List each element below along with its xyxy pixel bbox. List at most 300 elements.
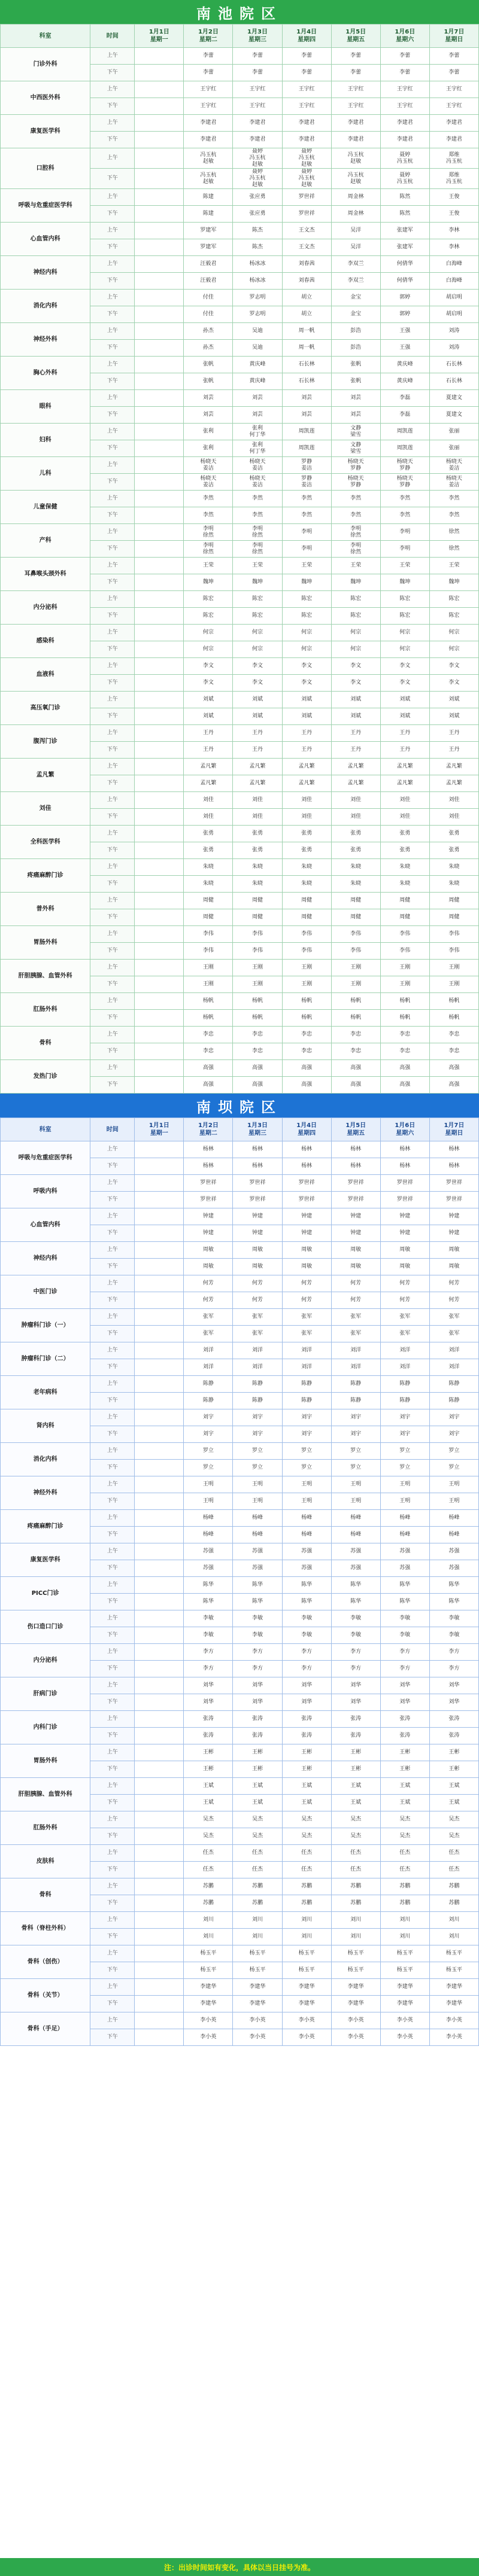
doctor-cell: 李蕾 — [331, 48, 380, 65]
doctor-cell: 李建君 — [184, 132, 233, 148]
doctor-cell: 张勇 — [184, 842, 233, 859]
doctor-cell: 刘川 — [184, 1929, 233, 1945]
doctor-cell: 任杰 — [184, 1845, 233, 1862]
doctor-cell: 李文 — [282, 675, 331, 692]
doctor-cell: 李建华 — [184, 1979, 233, 1996]
doctor-cell: 王宇红 — [184, 81, 233, 98]
doctor-cell: 王斌 — [282, 1778, 331, 1795]
doctor-cell: 李方 — [184, 1644, 233, 1661]
doctor-cell: 李敏 — [380, 1627, 429, 1644]
table-row — [1, 1242, 479, 1259]
doctor-cell: 苏强 — [184, 1560, 233, 1577]
doctor-cell: 王斌 — [282, 1795, 331, 1811]
doctor-cell: 任杰 — [282, 1845, 331, 1862]
doctor-cell — [135, 1945, 184, 1962]
doctor-cell: 罗世祥 — [233, 1192, 282, 1208]
doctor-cell: 苏强 — [380, 1543, 429, 1560]
doctor-cell: 李忠 — [233, 1043, 282, 1060]
doctor-cell: 李伟 — [380, 943, 429, 960]
doctor-cell — [135, 373, 184, 390]
time-slot: 上午 — [90, 1543, 135, 1560]
doctor-cell: 杨峰 — [380, 1527, 429, 1543]
doctor-cell: 杨林 — [429, 1141, 478, 1158]
doctor-cell: 李建君 — [233, 132, 282, 148]
doctor-cell: 刘佳 — [184, 792, 233, 809]
doctor-cell: 刘洋 — [282, 1342, 331, 1359]
table-row — [1, 1778, 479, 1795]
doctor-cell: 王刚 — [233, 960, 282, 976]
doctor-cell: 孟凡繁 — [184, 775, 233, 792]
doctor-cell: 刘宇 — [184, 1426, 233, 1443]
doctor-cell: 李蕾 — [184, 48, 233, 65]
doctor-cell — [135, 708, 184, 725]
doctor-cell: 刘华 — [282, 1694, 331, 1711]
department-name: 内分泌科 — [1, 1644, 90, 1677]
doctor-cell: 朱晓 — [380, 876, 429, 893]
time-slot: 上午 — [90, 658, 135, 675]
doctor-cell: 苏鹏 — [233, 1878, 282, 1895]
table-row — [1, 1510, 479, 1527]
doctor-cell: 张军 — [282, 1326, 331, 1342]
doctor-cell: 刘斌 — [380, 708, 429, 725]
doctor-cell: 周敏 — [282, 1259, 331, 1275]
doctor-cell: 苏强 — [233, 1560, 282, 1577]
time-slot: 上午 — [90, 759, 135, 775]
time-slot: 下午 — [90, 976, 135, 993]
doctor-cell: 孟凡繁 — [233, 775, 282, 792]
doctor-cell: 周敏 — [184, 1242, 233, 1259]
time-slot: 下午 — [90, 206, 135, 223]
doctor-cell: 周一帆 — [282, 340, 331, 357]
doctor-cell: 王明 — [380, 1493, 429, 1510]
doctor-cell: 罗世祥 — [380, 1175, 429, 1192]
department-name: 疼痛麻醉门诊 — [1, 859, 90, 893]
doctor-cell: 白海峰 — [429, 273, 478, 290]
doctor-cell: 周敏 — [331, 1259, 380, 1275]
doctor-cell: 刘佳 — [282, 809, 331, 826]
doctor-cell: 杨林 — [380, 1141, 429, 1158]
doctor-cell: 张帆 — [331, 357, 380, 373]
table-row — [1, 591, 479, 608]
doctor-cell: 刘宇 — [282, 1426, 331, 1443]
doctor-cell: 李然 — [184, 491, 233, 507]
doctor-cell: 张军 — [380, 1326, 429, 1342]
time-slot: 下午 — [90, 1828, 135, 1845]
doctor-cell — [135, 340, 184, 357]
doctor-cell: 李忠 — [282, 1027, 331, 1043]
doctor-cell: 杨帆 — [184, 1010, 233, 1027]
doctor-cell: 王斌 — [331, 1795, 380, 1811]
doctor-cell: 夏建文 — [429, 390, 478, 407]
doctor-cell: 任杰 — [282, 1862, 331, 1878]
doctor-cell: 钟建 — [429, 1225, 478, 1242]
doctor-cell: 李建君 — [380, 132, 429, 148]
doctor-cell: 刘宇 — [429, 1426, 478, 1443]
doctor-cell — [135, 1376, 184, 1393]
doctor-cell: 李小英 — [233, 2012, 282, 2029]
time-slot: 下午 — [90, 1895, 135, 1912]
doctor-cell: 陈宏 — [282, 608, 331, 625]
table-row — [1, 1845, 479, 1862]
table-row — [1, 1376, 479, 1393]
time-slot: 下午 — [90, 675, 135, 692]
time-slot: 下午 — [90, 1761, 135, 1778]
doctor-cell: 李忠 — [331, 1027, 380, 1043]
doctor-cell — [135, 148, 184, 169]
doctor-cell: 苏鹏 — [233, 1895, 282, 1912]
table-row — [1, 1342, 479, 1359]
doctor-cell: 罗立 — [233, 1443, 282, 1460]
doctor-cell: 杨玉平 — [380, 1962, 429, 1979]
doctor-cell: 王文杰 — [282, 239, 331, 256]
department-name: 呼吸与危重症医学科 — [1, 1141, 90, 1175]
time-slot: 下午 — [90, 340, 135, 357]
doctor-cell: 彭浩 — [331, 340, 380, 357]
doctor-cell: 张帆 — [331, 373, 380, 390]
doctor-cell: 李建华 — [380, 1979, 429, 1996]
doctor-cell: 刘川 — [184, 1912, 233, 1929]
doctor-cell — [135, 1577, 184, 1594]
doctor-cell: 罗立 — [331, 1443, 380, 1460]
doctor-cell: 孟凡繁 — [380, 775, 429, 792]
doctor-cell — [135, 1711, 184, 1728]
doctor-cell: 何宗 — [282, 625, 331, 641]
department-name: 门诊外科 — [1, 48, 90, 81]
doctor-cell: 李忠 — [429, 1043, 478, 1060]
department-name: 胃肠外科 — [1, 1744, 90, 1778]
doctor-cell: 孟凡繁 — [233, 759, 282, 775]
doctor-cell: 王丹 — [282, 742, 331, 759]
doctor-cell: 陈华 — [331, 1577, 380, 1594]
doctor-cell: 朱晓 — [429, 876, 478, 893]
doctor-cell: 孟凡繁 — [429, 775, 478, 792]
header-day — [331, 1118, 380, 1141]
doctor-cell: 钟建 — [233, 1208, 282, 1225]
doctor-cell: 刘芸 — [331, 390, 380, 407]
doctor-cell: 付佳 — [184, 290, 233, 306]
day-weekday: 星期六 — [396, 36, 414, 43]
header-day — [184, 1118, 233, 1141]
doctor-cell: 王刚 — [429, 960, 478, 976]
doctor-cell: 李明 徐然 — [184, 524, 233, 541]
doctor-cell: 刘斌 — [233, 692, 282, 708]
doctor-cell: 李蕾 — [282, 65, 331, 81]
doctor-cell — [135, 591, 184, 608]
doctor-cell: 何芳 — [184, 1275, 233, 1292]
doctor-cell: 王明 — [184, 1476, 233, 1493]
doctor-cell: 李磊 — [380, 407, 429, 424]
doctor-cell — [135, 239, 184, 256]
department-name: 肝胆胰腺、血管外科 — [1, 960, 90, 993]
doctor-cell: 李忠 — [380, 1043, 429, 1060]
doctor-cell: 刘洋 — [429, 1342, 478, 1359]
doctor-cell: 刘洋 — [331, 1342, 380, 1359]
doctor-cell: 杨帆 — [184, 993, 233, 1010]
doctor-cell: 李明 — [282, 541, 331, 558]
doctor-cell: 何宗 — [331, 641, 380, 658]
doctor-cell: 汪毅君 — [184, 273, 233, 290]
doctor-cell: 刘佳 — [429, 792, 478, 809]
doctor-cell — [135, 474, 184, 491]
doctor-cell: 孟凡繁 — [331, 759, 380, 775]
doctor-cell: 吴杰 — [380, 1828, 429, 1845]
section-title: 南坝院区 — [0, 1094, 479, 1118]
doctor-cell: 刘斌 — [282, 708, 331, 725]
time-slot: 下午 — [90, 132, 135, 148]
doctor-cell: 周健 — [184, 893, 233, 909]
doctor-cell — [135, 1359, 184, 1376]
doctor-cell: 王斌 — [380, 1795, 429, 1811]
time-slot: 下午 — [90, 574, 135, 591]
doctor-cell: 刘佳 — [282, 792, 331, 809]
day-weekday: 星期六 — [396, 1130, 414, 1137]
doctor-cell: 陈宏 — [380, 608, 429, 625]
doctor-cell: 苏强 — [233, 1543, 282, 1560]
table-row — [1, 524, 479, 541]
doctor-cell: 罗立 — [282, 1443, 331, 1460]
doctor-cell: 黄庆峰 — [233, 357, 282, 373]
doctor-cell: 何宗 — [380, 625, 429, 641]
doctor-cell: 周健 — [233, 909, 282, 926]
time-slot: 下午 — [90, 65, 135, 81]
doctor-cell: 刘涛 — [429, 323, 478, 340]
doctor-cell: 罗世祥 — [282, 189, 331, 206]
doctor-cell: 罗立 — [331, 1460, 380, 1476]
day-date: 1月6日 — [395, 29, 416, 35]
doctor-cell: 杨晓天 姜洁 — [184, 457, 233, 474]
doctor-cell: 周敏 — [184, 1259, 233, 1275]
time-slot: 上午 — [90, 1912, 135, 1929]
doctor-cell: 张军 — [184, 1309, 233, 1326]
time-slot: 上午 — [90, 926, 135, 943]
doctor-cell: 杨玉平 — [331, 1945, 380, 1962]
doctor-cell: 郭婷 — [380, 306, 429, 323]
doctor-cell: 何芳 — [429, 1292, 478, 1309]
doctor-cell: 任杰 — [380, 1862, 429, 1878]
doctor-cell: 周健 — [380, 909, 429, 926]
doctor-cell: 张建军 — [380, 223, 429, 239]
doctor-cell: 高强 — [184, 1060, 233, 1077]
doctor-cell: 金宝 — [331, 306, 380, 323]
time-slot: 下午 — [90, 1661, 135, 1677]
table-row — [1, 692, 479, 708]
doctor-cell: 刘芸 — [282, 390, 331, 407]
doctor-cell: 李方 — [380, 1661, 429, 1677]
department-name: 儿童保健 — [1, 491, 90, 524]
doctor-cell: 李忠 — [184, 1043, 233, 1060]
doctor-cell: 陈静 — [184, 1376, 233, 1393]
doctor-cell: 刘佳 — [331, 809, 380, 826]
table-row — [1, 1141, 479, 1158]
doctor-cell: 陈然 — [380, 206, 429, 223]
table-row — [1, 792, 479, 809]
doctor-cell: 李忠 — [380, 1027, 429, 1043]
time-slot: 上午 — [90, 1242, 135, 1259]
doctor-cell: 张利 何丁华 — [233, 440, 282, 457]
department-name: 心血管内科 — [1, 1208, 90, 1242]
time-slot: 上午 — [90, 1510, 135, 1527]
doctor-cell: 苏强 — [282, 1543, 331, 1560]
doctor-cell: 周敏 — [429, 1259, 478, 1275]
doctor-cell: 张建军 — [380, 239, 429, 256]
doctor-cell: 王刚 — [380, 960, 429, 976]
doctor-cell: 刘川 — [282, 1929, 331, 1945]
doctor-cell: 王斌 — [233, 1795, 282, 1811]
time-slot: 下午 — [90, 1326, 135, 1342]
doctor-cell: 李建君 — [233, 115, 282, 132]
table-row — [1, 491, 479, 507]
doctor-cell: 罗世祥 — [282, 1192, 331, 1208]
doctor-cell — [135, 1476, 184, 1493]
doctor-cell: 钟建 — [282, 1225, 331, 1242]
header-day — [282, 1118, 331, 1141]
doctor-cell: 罗建军 — [184, 223, 233, 239]
doctor-cell: 李明 — [380, 541, 429, 558]
doctor-cell: 李忠 — [429, 1027, 478, 1043]
doctor-cell — [135, 893, 184, 909]
table-row — [1, 960, 479, 976]
doctor-cell: 张勇 — [429, 826, 478, 842]
time-slot: 下午 — [90, 943, 135, 960]
doctor-cell: 魏坤 — [429, 574, 478, 591]
time-slot: 下午 — [90, 708, 135, 725]
doctor-cell: 杨峰 — [282, 1510, 331, 1527]
doctor-cell: 张利 何丁华 — [233, 424, 282, 440]
doctor-cell: 陈宏 — [282, 591, 331, 608]
doctor-cell: 王丹 — [184, 725, 233, 742]
doctor-cell: 李方 — [429, 1661, 478, 1677]
doctor-cell — [135, 407, 184, 424]
time-slot: 上午 — [90, 558, 135, 574]
doctor-cell: 刘川 — [331, 1912, 380, 1929]
doctor-cell: 李伟 — [233, 943, 282, 960]
table-row — [1, 223, 479, 239]
time-slot: 上午 — [90, 323, 135, 340]
doctor-cell: 陈宏 — [233, 591, 282, 608]
doctor-cell: 杨晓天 姜洁 — [233, 457, 282, 474]
doctor-cell: 刘华 — [282, 1677, 331, 1694]
doctor-cell: 李建华 — [233, 1996, 282, 2012]
doctor-cell — [135, 926, 184, 943]
doctor-cell: 陈华 — [233, 1577, 282, 1594]
doctor-cell: 王宇红 — [282, 81, 331, 98]
header-time: 时间 — [90, 25, 135, 48]
time-slot: 下午 — [90, 1728, 135, 1744]
doctor-cell: 杨玉平 — [429, 1962, 478, 1979]
doctor-cell: 陈静 — [429, 1393, 478, 1409]
doctor-cell — [135, 1426, 184, 1443]
doctor-cell: 杨林 — [233, 1158, 282, 1175]
doctor-cell: 刘洋 — [233, 1342, 282, 1359]
doctor-cell: 张涛 — [184, 1728, 233, 1744]
doctor-cell: 刘佳 — [429, 809, 478, 826]
doctor-cell: 聂婷 冯玉杭 赵敏 — [282, 169, 331, 189]
doctor-cell: 李文 — [184, 658, 233, 675]
doctor-cell: 钟建 — [331, 1225, 380, 1242]
doctor-cell: 王彬 — [184, 1744, 233, 1761]
doctor-cell — [135, 1259, 184, 1275]
table-row — [1, 1409, 479, 1426]
doctor-cell: 苏强 — [331, 1560, 380, 1577]
doctor-cell — [135, 1010, 184, 1027]
doctor-cell: 李建华 — [331, 1996, 380, 2012]
doctor-cell: 李小英 — [282, 2029, 331, 2046]
department-name: 骨科（脊柱外科） — [1, 1912, 90, 1945]
doctor-cell: 张军 — [233, 1309, 282, 1326]
doctor-cell: 夏建文 — [429, 407, 478, 424]
day-weekday: 星期二 — [199, 36, 217, 43]
doctor-cell: 李然 — [429, 507, 478, 524]
doctor-cell: 张丽 — [429, 424, 478, 440]
doctor-cell: 王丹 — [184, 742, 233, 759]
doctor-cell: 文静 梁雪 — [331, 424, 380, 440]
time-slot: 下午 — [90, 1192, 135, 1208]
doctor-cell: 李敏 — [233, 1627, 282, 1644]
doctor-cell: 杨晓天 姜洁 — [429, 457, 478, 474]
time-slot: 上午 — [90, 792, 135, 809]
day-date: 1月2日 — [198, 1122, 219, 1129]
time-slot: 下午 — [90, 407, 135, 424]
doctor-cell: 李小英 — [282, 2012, 331, 2029]
doctor-cell: 杨玉平 — [184, 1945, 233, 1962]
doctor-cell: 刘芸 — [233, 407, 282, 424]
doctor-cell: 王刚 — [184, 960, 233, 976]
table-row — [1, 48, 479, 65]
table-row — [1, 926, 479, 943]
time-slot: 下午 — [90, 1460, 135, 1476]
doctor-cell: 刘宇 — [282, 1409, 331, 1426]
time-slot: 下午 — [90, 1627, 135, 1644]
doctor-cell: 张利 — [184, 440, 233, 457]
doctor-cell: 杨玉平 — [184, 1962, 233, 1979]
doctor-cell: 王文杰 — [282, 223, 331, 239]
doctor-cell: 李伟 — [331, 926, 380, 943]
header-day — [135, 25, 184, 48]
doctor-cell: 张勇 — [331, 842, 380, 859]
doctor-cell: 李然 — [233, 507, 282, 524]
doctor-cell: 刘涛 — [429, 340, 478, 357]
doctor-cell: 高强 — [282, 1077, 331, 1094]
doctor-cell: 苏强 — [380, 1560, 429, 1577]
doctor-cell: 李明 徐然 — [233, 541, 282, 558]
doctor-cell: 李蕾 — [184, 65, 233, 81]
doctor-cell: 李明 徐然 — [184, 541, 233, 558]
doctor-cell: 王明 — [331, 1493, 380, 1510]
doctor-cell — [135, 2029, 184, 2046]
day-date: 1月4日 — [296, 29, 317, 35]
schedule-table — [0, 1118, 479, 2046]
doctor-cell — [135, 1158, 184, 1175]
department-name: 眼科 — [1, 390, 90, 424]
doctor-cell: 王彬 — [282, 1761, 331, 1778]
doctor-cell: 何宗 — [331, 625, 380, 641]
doctor-cell: 何宗 — [429, 625, 478, 641]
doctor-cell: 魏坤 — [331, 574, 380, 591]
header-day — [429, 25, 478, 48]
doctor-cell: 何倩华 — [380, 273, 429, 290]
doctor-cell — [135, 792, 184, 809]
doctor-cell: 李蕾 — [233, 48, 282, 65]
doctor-cell: 苏鹏 — [380, 1878, 429, 1895]
doctor-cell: 李林 — [429, 223, 478, 239]
doctor-cell: 李双兰 — [331, 256, 380, 273]
department-name: 骨科 — [1, 1878, 90, 1912]
time-slot: 上午 — [90, 2012, 135, 2029]
doctor-cell: 刘斌 — [331, 692, 380, 708]
table-row — [1, 658, 479, 675]
time-slot: 上午 — [90, 1945, 135, 1962]
doctor-cell: 聂婷 冯玉杭 — [380, 148, 429, 169]
